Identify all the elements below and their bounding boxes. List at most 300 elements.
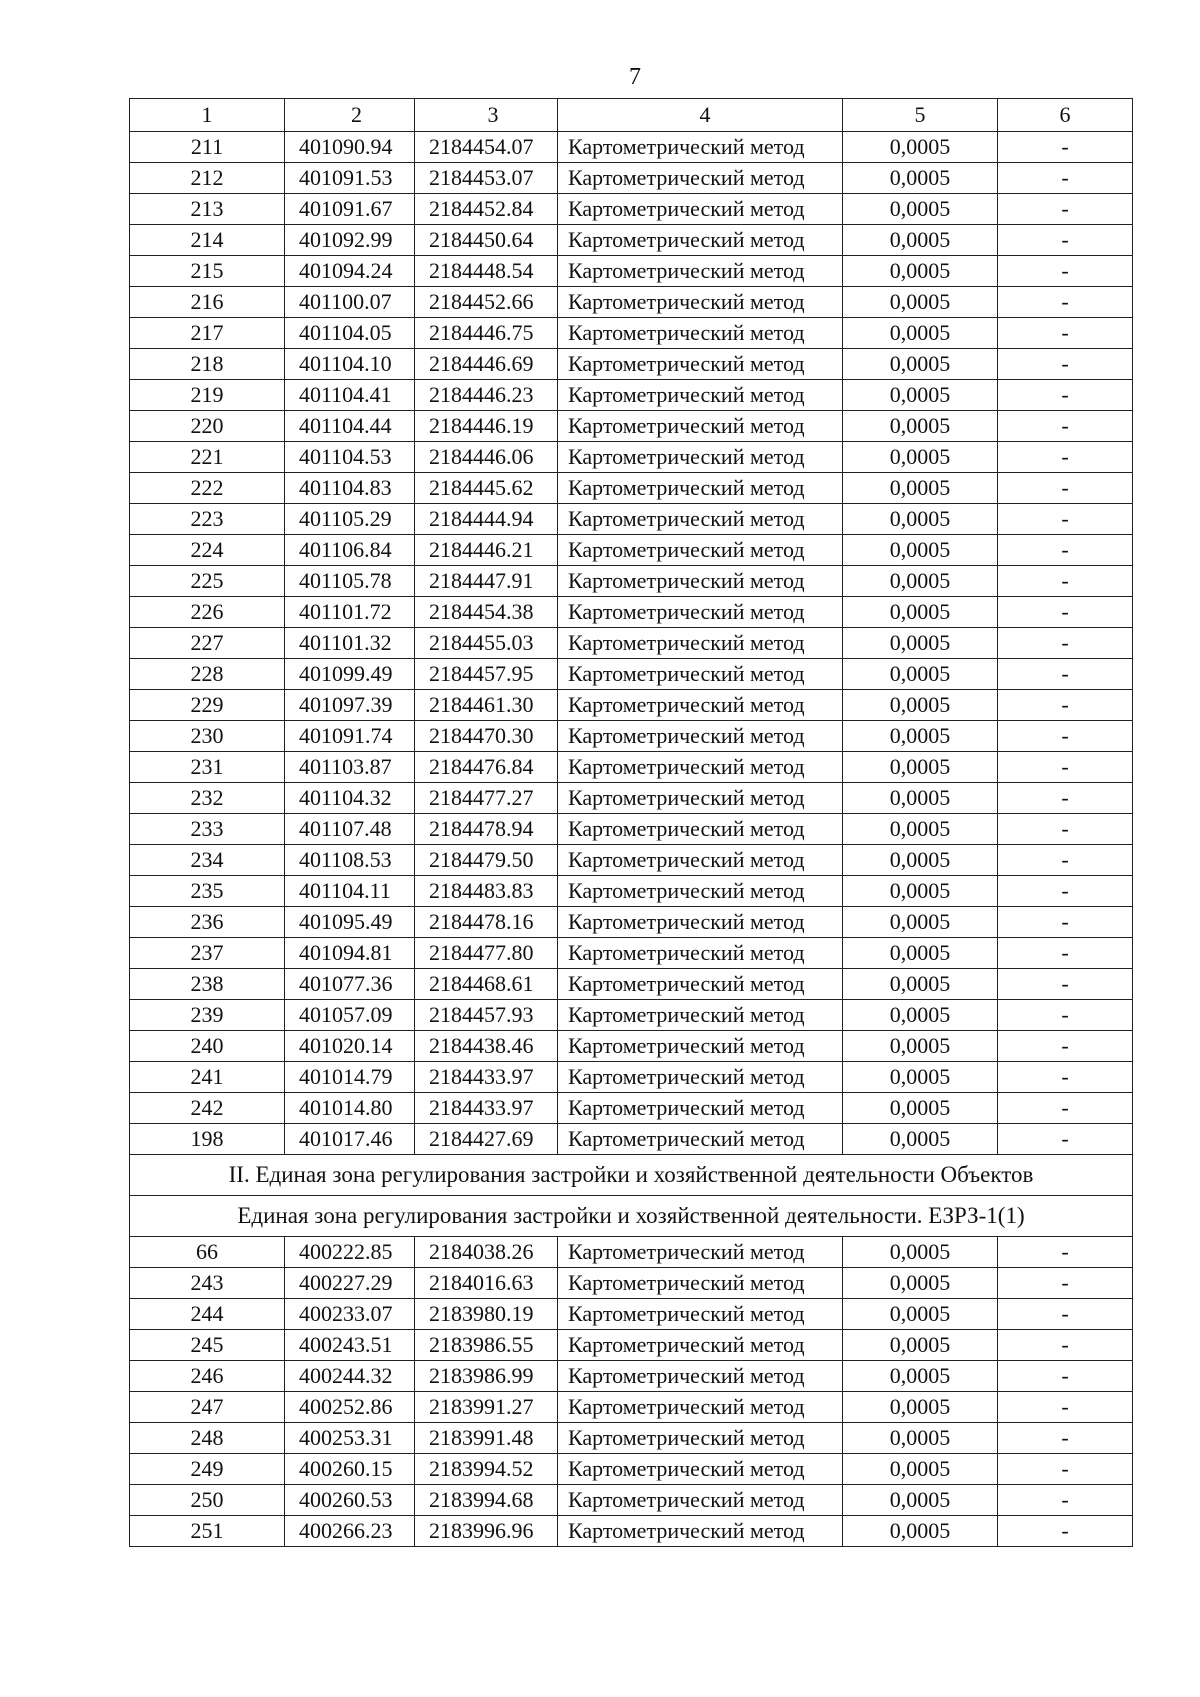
x-coordinate-cell: 401108.53	[285, 845, 415, 876]
table-row	[130, 1062, 1133, 1093]
y-coordinate-cell: 2184479.50	[415, 845, 558, 876]
accuracy-cell: 0,0005	[843, 194, 998, 225]
point-number-cell: 198	[130, 1124, 285, 1155]
table-row	[130, 1237, 1133, 1268]
point-number-cell: 228	[130, 659, 285, 690]
point-number-cell: 251	[130, 1516, 285, 1547]
note-cell: -	[998, 194, 1133, 225]
y-coordinate-cell: 2184447.91	[415, 566, 558, 597]
accuracy-cell: 0,0005	[843, 504, 998, 535]
accuracy-cell: 0,0005	[843, 1268, 998, 1299]
point-number-cell: 222	[130, 473, 285, 504]
point-number-cell: 215	[130, 256, 285, 287]
y-coordinate-cell: 2184457.95	[415, 659, 558, 690]
point-number-cell: 230	[130, 721, 285, 752]
accuracy-cell: 0,0005	[843, 1124, 998, 1155]
accuracy-cell: 0,0005	[843, 628, 998, 659]
note-cell: -	[998, 1299, 1133, 1330]
accuracy-cell: 0,0005	[843, 442, 998, 473]
y-coordinate-cell: 2184448.54	[415, 256, 558, 287]
accuracy-cell: 0,0005	[843, 752, 998, 783]
note-cell: -	[998, 1093, 1133, 1124]
method-cell: Картометрический метод	[558, 907, 843, 938]
x-coordinate-cell: 401094.24	[285, 256, 415, 287]
table-row	[130, 1454, 1133, 1485]
point-number-cell: 214	[130, 225, 285, 256]
x-coordinate-cell: 401104.05	[285, 318, 415, 349]
note-cell: -	[998, 535, 1133, 566]
x-coordinate-cell: 401104.32	[285, 783, 415, 814]
x-coordinate-cell: 400227.29	[285, 1268, 415, 1299]
x-coordinate-cell: 401105.78	[285, 566, 415, 597]
table-row	[130, 411, 1133, 442]
accuracy-cell: 0,0005	[843, 1485, 998, 1516]
accuracy-cell: 0,0005	[843, 1330, 998, 1361]
table-row	[130, 225, 1133, 256]
point-number-cell: 225	[130, 566, 285, 597]
table-row	[130, 690, 1133, 721]
column-header-3: 3	[415, 99, 558, 132]
note-cell: -	[998, 597, 1133, 628]
point-number-cell: 223	[130, 504, 285, 535]
accuracy-cell: 0,0005	[843, 876, 998, 907]
y-coordinate-cell: 2184433.97	[415, 1062, 558, 1093]
point-number-cell: 236	[130, 907, 285, 938]
y-coordinate-cell: 2184477.80	[415, 938, 558, 969]
accuracy-cell: 0,0005	[843, 1454, 998, 1485]
y-coordinate-cell: 2184446.75	[415, 318, 558, 349]
method-cell: Картометрический метод	[558, 566, 843, 597]
y-coordinate-cell: 2184446.21	[415, 535, 558, 566]
point-number-cell: 226	[130, 597, 285, 628]
accuracy-cell: 0,0005	[843, 132, 998, 163]
y-coordinate-cell: 2184038.26	[415, 1237, 558, 1268]
y-coordinate-cell: 2184438.46	[415, 1031, 558, 1062]
x-coordinate-cell: 401104.11	[285, 876, 415, 907]
section-title: II. Единая зона регулирования застройки и хозяйственной деятельности Объектов	[130, 1155, 1133, 1196]
subsection-title: Единая зона регулирования застройки и хозяйственной деятельности. ЕЗРЗ-1(1)	[130, 1196, 1133, 1237]
table-row	[130, 721, 1133, 752]
table-row	[130, 876, 1133, 907]
y-coordinate-cell: 2184470.30	[415, 721, 558, 752]
note-cell: -	[998, 411, 1133, 442]
note-cell: -	[998, 969, 1133, 1000]
note-cell: -	[998, 1062, 1133, 1093]
x-coordinate-cell: 400252.86	[285, 1392, 415, 1423]
method-cell: Картометрический метод	[558, 1516, 843, 1547]
x-coordinate-cell: 401020.14	[285, 1031, 415, 1062]
x-coordinate-cell: 400243.51	[285, 1330, 415, 1361]
note-cell: -	[998, 318, 1133, 349]
method-cell: Картометрический метод	[558, 938, 843, 969]
x-coordinate-cell: 400253.31	[285, 1423, 415, 1454]
point-number-cell: 238	[130, 969, 285, 1000]
table-row	[130, 783, 1133, 814]
y-coordinate-cell: 2184446.19	[415, 411, 558, 442]
method-cell: Картометрический метод	[558, 752, 843, 783]
table-row	[130, 287, 1133, 318]
column-header-2: 2	[285, 99, 415, 132]
x-coordinate-cell: 400244.32	[285, 1361, 415, 1392]
x-coordinate-cell: 401090.94	[285, 132, 415, 163]
y-coordinate-cell: 2184478.94	[415, 814, 558, 845]
note-cell: -	[998, 287, 1133, 318]
x-coordinate-cell: 401092.99	[285, 225, 415, 256]
point-number-cell: 242	[130, 1093, 285, 1124]
note-cell: -	[998, 628, 1133, 659]
accuracy-cell: 0,0005	[843, 597, 998, 628]
point-number-cell: 245	[130, 1330, 285, 1361]
x-coordinate-cell: 401094.81	[285, 938, 415, 969]
note-cell: -	[998, 783, 1133, 814]
y-coordinate-cell: 2184483.83	[415, 876, 558, 907]
accuracy-cell: 0,0005	[843, 535, 998, 566]
accuracy-cell: 0,0005	[843, 814, 998, 845]
table-row	[130, 163, 1133, 194]
y-coordinate-cell: 2183986.55	[415, 1330, 558, 1361]
y-coordinate-cell: 2184445.62	[415, 473, 558, 504]
method-cell: Картометрический метод	[558, 163, 843, 194]
method-cell: Картометрический метод	[558, 1000, 843, 1031]
point-number-cell: 246	[130, 1361, 285, 1392]
page-number: 7	[629, 64, 641, 90]
table-row	[130, 194, 1133, 225]
accuracy-cell: 0,0005	[843, 1299, 998, 1330]
method-cell: Картометрический метод	[558, 814, 843, 845]
accuracy-cell: 0,0005	[843, 1000, 998, 1031]
table-row	[130, 132, 1133, 163]
x-coordinate-cell: 401095.49	[285, 907, 415, 938]
subsection-title-row	[130, 1196, 1133, 1237]
x-coordinate-cell: 401077.36	[285, 969, 415, 1000]
accuracy-cell: 0,0005	[843, 690, 998, 721]
x-coordinate-cell: 401104.44	[285, 411, 415, 442]
y-coordinate-cell: 2184457.93	[415, 1000, 558, 1031]
table-row	[130, 1516, 1133, 1547]
method-cell: Картометрический метод	[558, 1485, 843, 1516]
y-coordinate-cell: 2184452.84	[415, 194, 558, 225]
x-coordinate-cell: 401014.79	[285, 1062, 415, 1093]
x-coordinate-cell: 401057.09	[285, 1000, 415, 1031]
accuracy-cell: 0,0005	[843, 1361, 998, 1392]
y-coordinate-cell: 2184461.30	[415, 690, 558, 721]
x-coordinate-cell: 401100.07	[285, 287, 415, 318]
method-cell: Картометрический метод	[558, 1392, 843, 1423]
x-coordinate-cell: 401097.39	[285, 690, 415, 721]
point-number-cell: 212	[130, 163, 285, 194]
x-coordinate-cell: 401101.32	[285, 628, 415, 659]
method-cell: Картометрический метод	[558, 473, 843, 504]
accuracy-cell: 0,0005	[843, 380, 998, 411]
x-coordinate-cell: 401104.83	[285, 473, 415, 504]
y-coordinate-cell: 2184446.23	[415, 380, 558, 411]
accuracy-cell: 0,0005	[843, 1423, 998, 1454]
y-coordinate-cell: 2183986.99	[415, 1361, 558, 1392]
x-coordinate-cell: 400222.85	[285, 1237, 415, 1268]
y-coordinate-cell: 2184478.16	[415, 907, 558, 938]
table-row	[130, 1330, 1133, 1361]
y-coordinate-cell: 2184468.61	[415, 969, 558, 1000]
section-title-row	[130, 1155, 1133, 1196]
point-number-cell: 232	[130, 783, 285, 814]
point-number-cell: 240	[130, 1031, 285, 1062]
x-coordinate-cell: 401104.53	[285, 442, 415, 473]
accuracy-cell: 0,0005	[843, 163, 998, 194]
accuracy-cell: 0,0005	[843, 938, 998, 969]
note-cell: -	[998, 349, 1133, 380]
point-number-cell: 218	[130, 349, 285, 380]
y-coordinate-cell: 2184433.97	[415, 1093, 558, 1124]
accuracy-cell: 0,0005	[843, 783, 998, 814]
x-coordinate-cell: 401104.41	[285, 380, 415, 411]
table-row	[130, 1268, 1133, 1299]
method-cell: Картометрический метод	[558, 535, 843, 566]
accuracy-cell: 0,0005	[843, 1516, 998, 1547]
method-cell: Картометрический метод	[558, 628, 843, 659]
x-coordinate-cell: 401017.46	[285, 1124, 415, 1155]
x-coordinate-cell: 401101.72	[285, 597, 415, 628]
table-row	[130, 1000, 1133, 1031]
accuracy-cell: 0,0005	[843, 349, 998, 380]
accuracy-cell: 0,0005	[843, 256, 998, 287]
point-number-cell: 241	[130, 1062, 285, 1093]
table-row	[130, 659, 1133, 690]
point-number-cell: 220	[130, 411, 285, 442]
point-number-cell: 227	[130, 628, 285, 659]
table-header-row	[130, 99, 1133, 132]
method-cell: Картометрический метод	[558, 783, 843, 814]
method-cell: Картометрический метод	[558, 1062, 843, 1093]
method-cell: Картометрический метод	[558, 225, 843, 256]
table-row	[130, 349, 1133, 380]
table-row	[130, 380, 1133, 411]
method-cell: Картометрический метод	[558, 132, 843, 163]
coordinates-table	[129, 98, 1133, 1547]
method-cell: Картометрический метод	[558, 349, 843, 380]
method-cell: Картометрический метод	[558, 845, 843, 876]
y-coordinate-cell: 2184452.66	[415, 287, 558, 318]
note-cell: -	[998, 845, 1133, 876]
y-coordinate-cell: 2183980.19	[415, 1299, 558, 1330]
table-row	[130, 845, 1133, 876]
table-row	[130, 1485, 1133, 1516]
accuracy-cell: 0,0005	[843, 845, 998, 876]
method-cell: Картометрический метод	[558, 690, 843, 721]
method-cell: Картометрический метод	[558, 1361, 843, 1392]
method-cell: Картометрический метод	[558, 287, 843, 318]
accuracy-cell: 0,0005	[843, 1392, 998, 1423]
note-cell: -	[998, 132, 1133, 163]
method-cell: Картометрический метод	[558, 876, 843, 907]
y-coordinate-cell: 2184453.07	[415, 163, 558, 194]
point-number-cell: 233	[130, 814, 285, 845]
method-cell: Картометрический метод	[558, 1454, 843, 1485]
method-cell: Картометрический метод	[558, 256, 843, 287]
accuracy-cell: 0,0005	[843, 969, 998, 1000]
y-coordinate-cell: 2184477.27	[415, 783, 558, 814]
method-cell: Картометрический метод	[558, 659, 843, 690]
note-cell: -	[998, 256, 1133, 287]
note-cell: -	[998, 163, 1133, 194]
note-cell: -	[998, 1031, 1133, 1062]
table-row	[130, 938, 1133, 969]
x-coordinate-cell: 401106.84	[285, 535, 415, 566]
accuracy-cell: 0,0005	[843, 287, 998, 318]
point-number-cell: 248	[130, 1423, 285, 1454]
method-cell: Картометрический метод	[558, 721, 843, 752]
note-cell: -	[998, 442, 1133, 473]
note-cell: -	[998, 1485, 1133, 1516]
table-row	[130, 504, 1133, 535]
note-cell: -	[998, 659, 1133, 690]
column-header-6: 6	[998, 99, 1133, 132]
note-cell: -	[998, 1392, 1133, 1423]
table-row	[130, 1124, 1133, 1155]
method-cell: Картометрический метод	[558, 1093, 843, 1124]
method-cell: Картометрический метод	[558, 411, 843, 442]
column-header-1: 1	[130, 99, 285, 132]
y-coordinate-cell: 2184454.07	[415, 132, 558, 163]
method-cell: Картометрический метод	[558, 969, 843, 1000]
y-coordinate-cell: 2184446.69	[415, 349, 558, 380]
y-coordinate-cell: 2184450.64	[415, 225, 558, 256]
y-coordinate-cell: 2183991.27	[415, 1392, 558, 1423]
note-cell: -	[998, 1330, 1133, 1361]
note-cell: -	[998, 938, 1133, 969]
x-coordinate-cell: 401091.74	[285, 721, 415, 752]
note-cell: -	[998, 690, 1133, 721]
point-number-cell: 250	[130, 1485, 285, 1516]
point-number-cell: 213	[130, 194, 285, 225]
table-row	[130, 566, 1133, 597]
note-cell: -	[998, 1124, 1133, 1155]
point-number-cell: 66	[130, 1237, 285, 1268]
note-cell: -	[998, 876, 1133, 907]
table-row	[130, 597, 1133, 628]
point-number-cell: 216	[130, 287, 285, 318]
x-coordinate-cell: 401104.10	[285, 349, 415, 380]
y-coordinate-cell: 2183994.68	[415, 1485, 558, 1516]
point-number-cell: 224	[130, 535, 285, 566]
y-coordinate-cell: 2183994.52	[415, 1454, 558, 1485]
point-number-cell: 234	[130, 845, 285, 876]
accuracy-cell: 0,0005	[843, 1062, 998, 1093]
method-cell: Картометрический метод	[558, 1031, 843, 1062]
table-row	[130, 1093, 1133, 1124]
x-coordinate-cell: 401107.48	[285, 814, 415, 845]
method-cell: Картометрический метод	[558, 194, 843, 225]
point-number-cell: 229	[130, 690, 285, 721]
point-number-cell: 221	[130, 442, 285, 473]
accuracy-cell: 0,0005	[843, 225, 998, 256]
method-cell: Картометрический метод	[558, 318, 843, 349]
table-row	[130, 473, 1133, 504]
table-row	[130, 752, 1133, 783]
table-row	[130, 628, 1133, 659]
accuracy-cell: 0,0005	[843, 659, 998, 690]
x-coordinate-cell: 401091.53	[285, 163, 415, 194]
accuracy-cell: 0,0005	[843, 1093, 998, 1124]
table-row	[130, 814, 1133, 845]
x-coordinate-cell: 400260.15	[285, 1454, 415, 1485]
note-cell: -	[998, 814, 1133, 845]
method-cell: Картометрический метод	[558, 380, 843, 411]
method-cell: Картометрический метод	[558, 1330, 843, 1361]
x-coordinate-cell: 401103.87	[285, 752, 415, 783]
y-coordinate-cell: 2183991.48	[415, 1423, 558, 1454]
note-cell: -	[998, 1516, 1133, 1547]
method-cell: Картометрический метод	[558, 1423, 843, 1454]
point-number-cell: 243	[130, 1268, 285, 1299]
note-cell: -	[998, 473, 1133, 504]
point-number-cell: 235	[130, 876, 285, 907]
table-row	[130, 1423, 1133, 1454]
note-cell: -	[998, 1237, 1133, 1268]
point-number-cell: 219	[130, 380, 285, 411]
x-coordinate-cell: 401105.29	[285, 504, 415, 535]
method-cell: Картометрический метод	[558, 597, 843, 628]
accuracy-cell: 0,0005	[843, 411, 998, 442]
note-cell: -	[998, 504, 1133, 535]
point-number-cell: 217	[130, 318, 285, 349]
table-row	[130, 907, 1133, 938]
x-coordinate-cell: 401014.80	[285, 1093, 415, 1124]
method-cell: Картометрический метод	[558, 1124, 843, 1155]
accuracy-cell: 0,0005	[843, 1031, 998, 1062]
y-coordinate-cell: 2184446.06	[415, 442, 558, 473]
note-cell: -	[998, 1000, 1133, 1031]
note-cell: -	[998, 1454, 1133, 1485]
note-cell: -	[998, 752, 1133, 783]
note-cell: -	[998, 1268, 1133, 1299]
x-coordinate-cell: 401091.67	[285, 194, 415, 225]
point-number-cell: 249	[130, 1454, 285, 1485]
method-cell: Картометрический метод	[558, 1237, 843, 1268]
x-coordinate-cell: 401099.49	[285, 659, 415, 690]
accuracy-cell: 0,0005	[843, 907, 998, 938]
y-coordinate-cell: 2184476.84	[415, 752, 558, 783]
table-row	[130, 969, 1133, 1000]
y-coordinate-cell: 2184455.03	[415, 628, 558, 659]
table-row	[130, 1031, 1133, 1062]
accuracy-cell: 0,0005	[843, 721, 998, 752]
note-cell: -	[998, 1361, 1133, 1392]
table-row	[130, 535, 1133, 566]
point-number-cell: 244	[130, 1299, 285, 1330]
table-row	[130, 1361, 1133, 1392]
y-coordinate-cell: 2183996.96	[415, 1516, 558, 1547]
point-number-cell: 247	[130, 1392, 285, 1423]
x-coordinate-cell: 400260.53	[285, 1485, 415, 1516]
accuracy-cell: 0,0005	[843, 318, 998, 349]
note-cell: -	[998, 907, 1133, 938]
note-cell: -	[998, 380, 1133, 411]
y-coordinate-cell: 2184454.38	[415, 597, 558, 628]
method-cell: Картометрический метод	[558, 1299, 843, 1330]
accuracy-cell: 0,0005	[843, 566, 998, 597]
note-cell: -	[998, 721, 1133, 752]
point-number-cell: 211	[130, 132, 285, 163]
method-cell: Картометрический метод	[558, 504, 843, 535]
note-cell: -	[998, 225, 1133, 256]
accuracy-cell: 0,0005	[843, 1237, 998, 1268]
point-number-cell: 231	[130, 752, 285, 783]
table-row	[130, 442, 1133, 473]
y-coordinate-cell: 2184444.94	[415, 504, 558, 535]
x-coordinate-cell: 400266.23	[285, 1516, 415, 1547]
accuracy-cell: 0,0005	[843, 473, 998, 504]
method-cell: Картометрический метод	[558, 442, 843, 473]
